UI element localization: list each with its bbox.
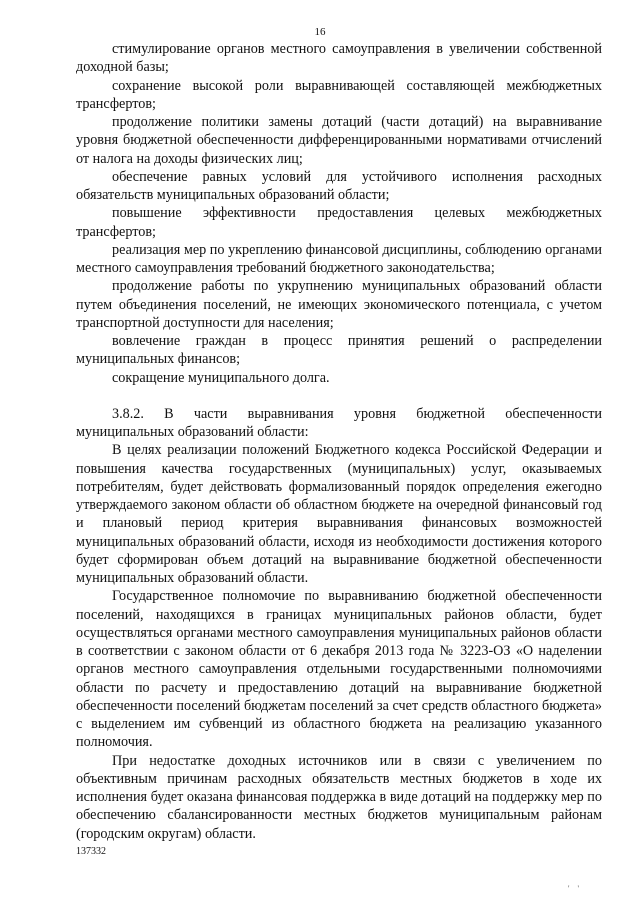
section-gap <box>76 387 602 405</box>
page-number: 16 <box>314 26 326 38</box>
document-code: 137332 <box>76 846 106 857</box>
list-item: сокращение муниципального долга. <box>112 369 330 386</box>
list-item: продолжение политики замены дотаций (части дотаций) на выравнивание уровня бюджетной обеспеченности дифференцированными нормативами отчислений от налога на доходы физических лиц; <box>76 114 602 167</box>
document-body <box>76 40 602 843</box>
corner-marks: ' ' <box>568 884 582 893</box>
list-item: продолжение работы по укрупнению муниципальных образований области путем объединения поселений, не имеющих экономического потенциала, с учетом транспортной доступности для населения; <box>76 278 602 331</box>
section-heading: 3.8.2. В части выравнивания уровня бюджетной обеспеченности муниципальных образований области: <box>76 405 602 440</box>
bullet-list <box>76 40 602 387</box>
paragraph: Государственное полномочие по выравниванию бюджетной обеспеченности поселений, находящихся в границах муниципальных районов области, будет осуществляться органами местного самоуправления муниципальных районов области в соответствии с законом области от 6 декабря 2013 года № 3223-ОЗ «О наделении органов местного самоуправления отдельными государственными полномочиями области по расчету и предоставлению дотаций на выравнивание бюджетной обеспеченности поселений бюджетам поселений за счет средств областного бюджета» с выделением им субвенций из областного бюджета на реализацию указанного полномочия. <box>76 588 602 751</box>
paragraph: В целях реализации положений Бюджетного кодекса Российской Федерации и повышения качества государственных (муниципальных) услуг, оказываемых потребителям, будет действовать формализованный порядок определения ежегодно утверждаемого законом области об областном бюджете на очередной финансовый год и плановый период критерия выравнивания финансовых возможностей муниципальных образований области, исходя из необходимости достижения которого будет сформирован объем дотаций на выравнивание бюджетной обеспеченности муниципальных образований области. <box>76 442 602 586</box>
list-item: повышение эффективности предоставления целевых межбюджетных трансфертов; <box>76 205 602 240</box>
list-item: стимулирование органов местного самоуправления в увеличении собственной доходной базы; <box>76 41 602 76</box>
paragraph: При недостатке доходных источников или в связи с увеличением по объективным причинам расходных обязательств местных бюджетов в ходе их исполнения будет оказана финансовая поддержка в виде дотаций на поддержку мер по обеспечению сбалансированности местных бюджетов муниципальным районам (городским округам) области. <box>76 752 602 842</box>
list-item: обеспечение равных условий для устойчивого исполнения расходных обязательств муниципальных образований области; <box>76 168 602 203</box>
list-item: реализация мер по укреплению финансовой дисциплины, соблюдению органами местного самоуправления требований бюджетного законодательства; <box>76 241 602 276</box>
list-item: сохранение высокой роли выравнивающей составляющей межбюджетных трансфертов; <box>76 77 602 112</box>
section-3-8-2 <box>76 405 602 843</box>
list-item: вовлечение граждан в процесс принятия решений о распределении муниципальных финансов; <box>76 333 602 368</box>
